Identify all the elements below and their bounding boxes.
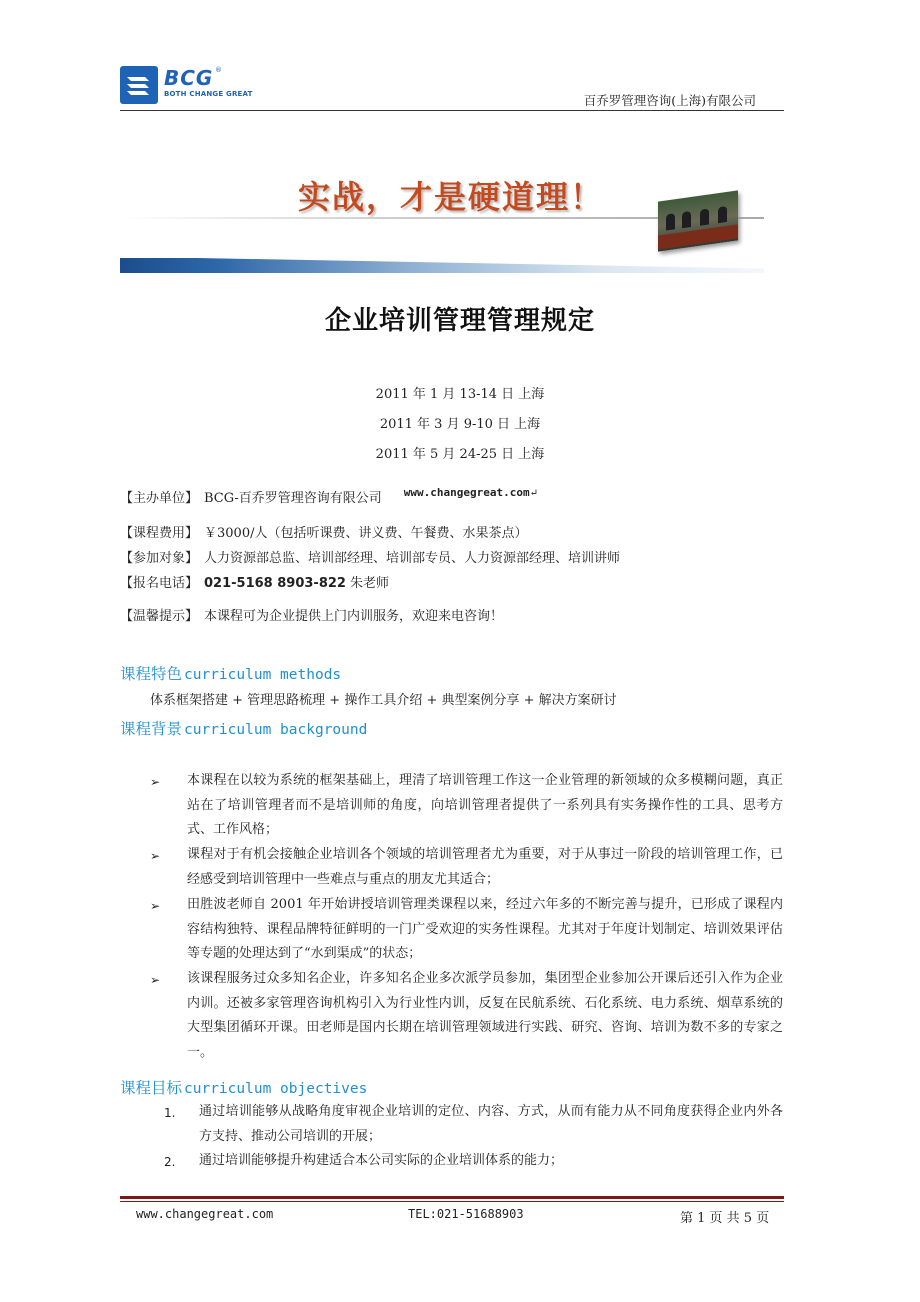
info-organizer (120, 487, 538, 506)
info-audience (120, 547, 620, 566)
phone-number: 021-5168 8903-822 (204, 576, 346, 591)
logo-registered-mark: ® (215, 66, 222, 74)
logo-text: BCG (164, 66, 214, 90)
section-heading-methods (120, 662, 341, 684)
section-heading-en: curriculum methods (184, 667, 342, 683)
date-line: 2011 年 1 月 13-14 日 上海 (375, 387, 545, 402)
objective-number: 2. (164, 1155, 176, 1169)
bcg-logo (120, 66, 260, 104)
document-title: 企业培训管理管理规定 (324, 306, 595, 336)
banner (120, 160, 764, 273)
info-phone (120, 572, 389, 591)
bullet-arrow-icon: ➢ (150, 849, 161, 863)
bullet-arrow-icon: ➢ (150, 775, 161, 789)
section-heading-cn: 课程目标 (120, 1079, 183, 1097)
date-line: 2011 年 3 月 9-10 日 上海 (379, 417, 541, 432)
bullet-arrow-icon: ➢ (150, 899, 161, 913)
info-tip (120, 605, 503, 624)
footer-divider-thick (120, 1196, 784, 1199)
section-heading-en: curriculum objectives (184, 1081, 368, 1097)
section-heading-cn: 课程背景 (120, 720, 183, 738)
background-bullet: 该课程服务过众多知名企业，许多知名企业多次派学员参加，集团型企业参加公开课后还引入作为企业内训。还被多家管理咨询机构引入为行业性内训，反复在民航系统、石化系统、电力系统、烟草系统的大型集团循环开课。田老师是国内长期在培训管理领域进行实践、研究、咨询、培训为数不多的专家之一。 (187, 971, 783, 1060)
banner-blue-bar (120, 258, 764, 273)
objective-item: 通过培训能够从战略角度审视企业培训的定位、内容、方式，从而有能力从不同角度获得企业内外各方支持、推动公司培训的开展； (199, 1104, 783, 1144)
bullet-arrow-icon: ➢ (150, 973, 161, 987)
meeting-photo (658, 190, 738, 251)
logo-tagline: BOTH CHANGE GREAT (164, 90, 253, 98)
header-divider (120, 110, 784, 111)
phone-contact: 朱老师 (349, 576, 389, 591)
info-value: 本课程可为企业提供上门内训服务，欢迎来电咨询！ (204, 609, 504, 624)
info-value: 人力资源部总监、培训部经理、培训部专员、人力资源部经理、培训讲师 (204, 551, 621, 566)
bcg-logo-mark-icon (120, 66, 158, 104)
section-heading-objectives (120, 1076, 367, 1098)
info-value: ￥3000/人（包括听课费、讲义费、午餐费、水果茶点） (204, 526, 528, 541)
course-features: 体系框架搭建 + 管理思路梳理 + 操作工具介绍 + 典型案例分享 + 解决方案研讨 (150, 693, 617, 708)
info-label: 【温馨提示】 (120, 609, 199, 624)
objective-item: 通过培训能够提升构建适合本公司实际的企业培训体系的能力； (199, 1153, 564, 1168)
background-bullet: 课程对于有机会接触企业培训各个领域的培训管理者尤为重要，对于从事过一阶段的培训管理工作，已经感受到培训管理中一些难点与重点的朋友尤其适合； (187, 847, 783, 887)
info-fee (120, 522, 527, 541)
background-bullet: 田胜波老师自 2001 年开始讲授培训管理类课程以来，经过六年多的不断完善与提升，已形成了课程内容结构独特、课程品牌特征鲜明的一门广受欢迎的实务性课程。尤其对于年度计划制定、培训效果评估等专题的处理达到了“水到渠成”的状态； (187, 897, 783, 961)
info-label: 【课程费用】 (120, 526, 199, 541)
info-label: 【参加对象】 (120, 551, 199, 566)
footer-divider-thin (120, 1201, 784, 1202)
organizer-url[interactable]: www.changegreat.com (403, 486, 530, 499)
info-label: 【报名电话】 (120, 576, 199, 591)
background-bullet: 本课程在以较为系统的框架基础上，理清了培训管理工作这一企业管理的新领域的众多模糊问题，真正站在了培训管理者而不是培训师的角度，向培训管理者提供了一系列具有实务操作性的工具、思考方式、工作风格； (187, 773, 783, 837)
header-company-name: 百乔罗管理咨询(上海)有限公司 (583, 93, 756, 108)
footer-page-number: 第 1 页 共 5 页 (680, 1211, 770, 1226)
info-label: 【主办单位】 (120, 491, 199, 506)
footer-website[interactable]: www.changegreat.com (136, 1207, 274, 1221)
footer-telephone: TEL:021-51688903 (408, 1207, 524, 1221)
banner-slogan: 实战，才是硬道理！ (298, 178, 605, 216)
paragraph-mark: ↵ (529, 488, 539, 499)
objective-number: 1. (164, 1106, 176, 1120)
date-line: 2011 年 5 月 24-25 日 上海 (375, 447, 545, 462)
section-heading-background (120, 717, 367, 739)
section-heading-cn: 课程特色 (120, 665, 183, 683)
section-heading-en: curriculum background (184, 722, 368, 738)
info-value: BCG-百乔罗管理咨询有限公司 (204, 491, 382, 506)
